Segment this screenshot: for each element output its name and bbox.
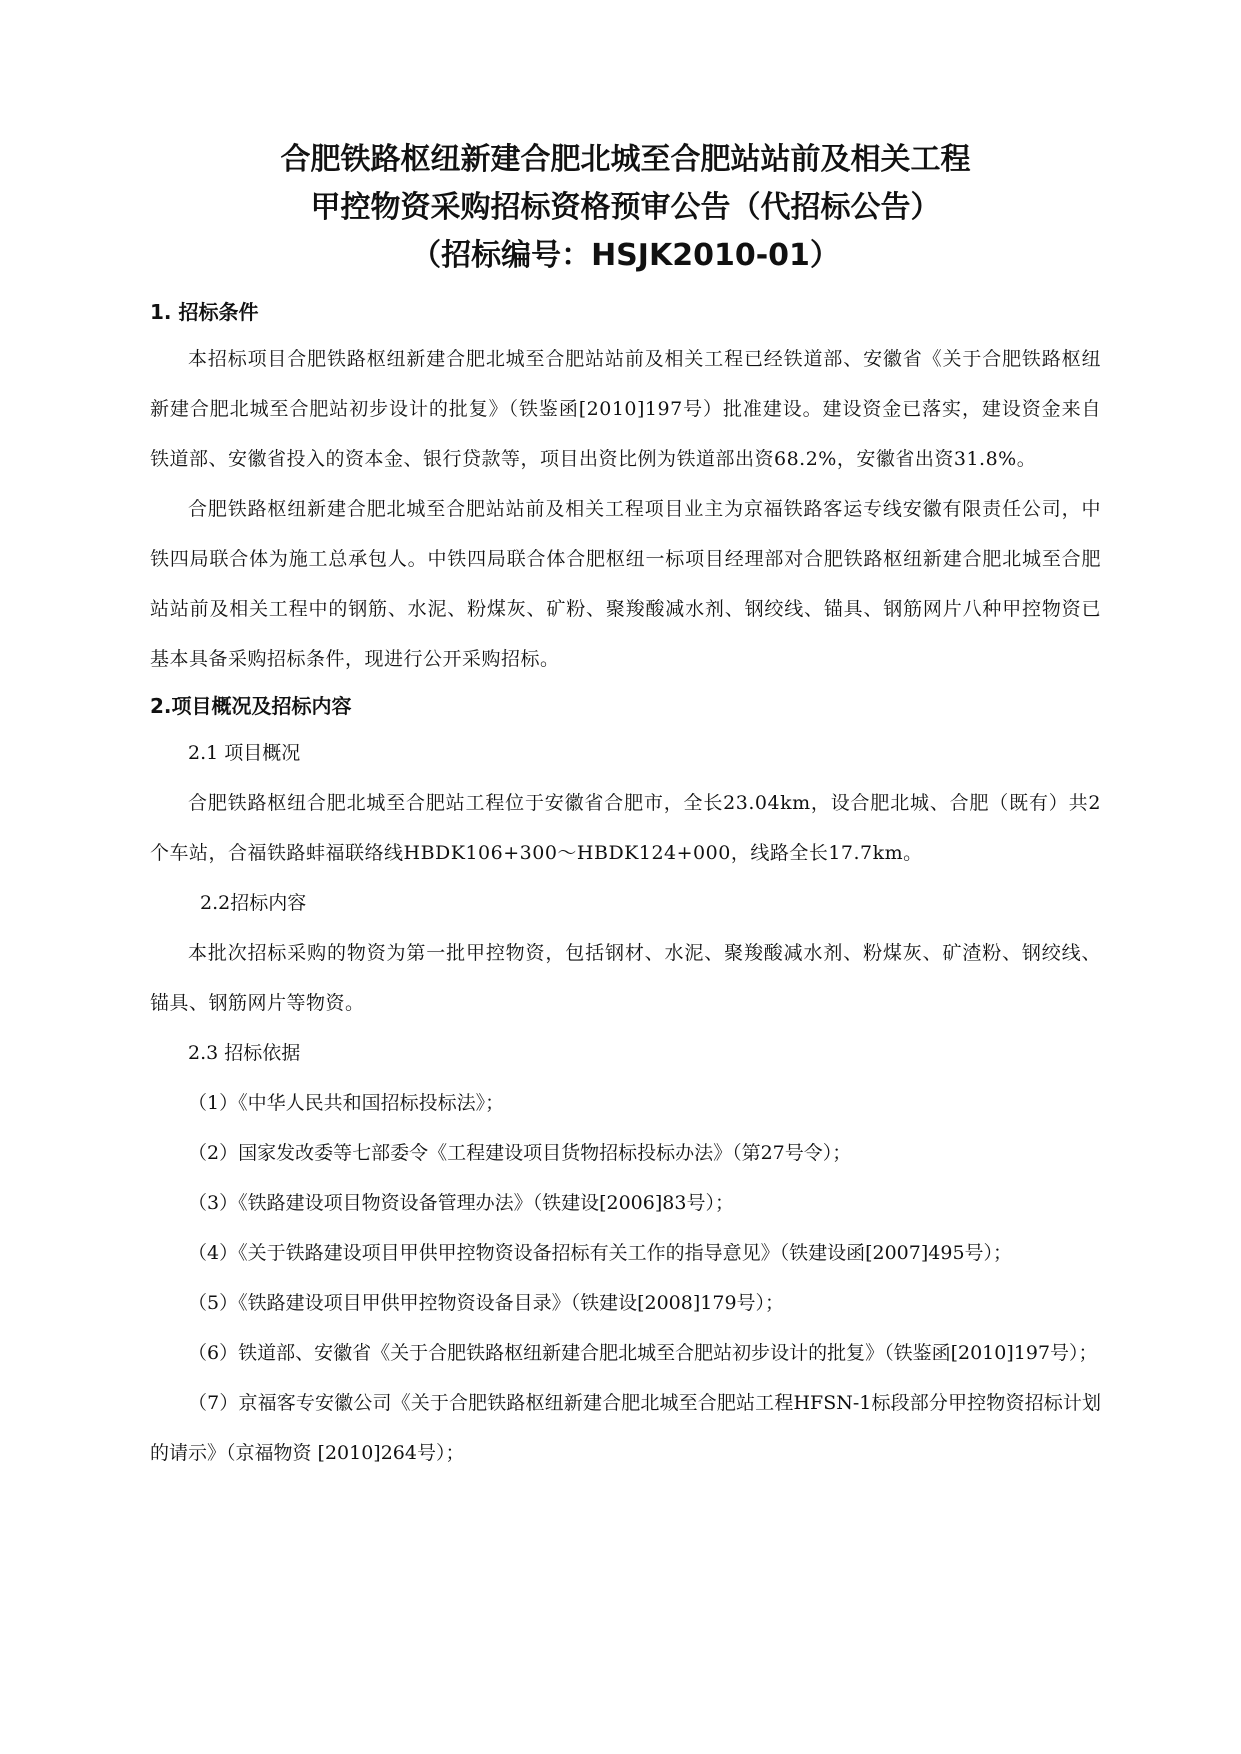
section-tender-conditions bbox=[150, 290, 1101, 684]
subsection-2-1-label: 2.1 项目概况 bbox=[188, 742, 301, 764]
section-project-overview bbox=[150, 684, 1101, 1478]
basis-list bbox=[150, 1078, 1101, 1478]
subsection-2-2-text: 本批次招标采购的物资为第一批甲控物资，包括钢材、水泥、聚羧酸减水剂、粉煤灰、矿渣粉、钢绞线、锚具、钢筋网片等物资。 bbox=[150, 942, 1101, 1014]
section-2-heading: 2.项目概况及招标内容 bbox=[150, 694, 352, 718]
title-line-1: 合肥铁路枢纽新建合肥北城至合肥站站前及相关工程 bbox=[280, 142, 971, 177]
subsection-2-2-label: 2.2招标内容 bbox=[200, 892, 307, 914]
basis-item-1: （1）《中华人民共和国招标投标法》； bbox=[188, 1092, 505, 1114]
section-1-paragraph-2: 合肥铁路枢纽新建合肥北城至合肥站站前及相关工程项目业主为京福铁路客运专线安徽有限责任公司，中铁四局联合体为施工总承包人。中铁四局联合体合肥枢纽一标项目经理部对合肥铁路枢纽新建合肥北城至合肥站站前及相关工程中的钢筋、水泥、粉煤灰、矿粉、聚羧酸减水剂、钢绞线、锚具、钢筋网片八种甲控物资已基本具备采购招标条件，现进行公开采购招标。 bbox=[150, 498, 1101, 670]
section-1-paragraph-1: 本招标项目合肥铁路枢纽新建合肥北城至合肥站站前及相关工程已经铁道部、安徽省《关于合肥铁路枢纽新建合肥北城至合肥站初步设计的批复》（铁鉴函[2010]197号）批准建设。建设资金已落实，建设资金来自铁道部、安徽省投入的资本金、银行贷款等，项目出资比例为铁道部出资68.2%，安徽省出资31.8%。 bbox=[150, 348, 1101, 470]
title-line-3: （招标编号：HSJK2010-01） bbox=[411, 238, 840, 273]
title-line-2: 甲控物资采购招标资格预审公告（代招标公告） bbox=[310, 190, 941, 225]
basis-item-3: （3）《铁路建设项目物资设备管理办法》（铁建设[2006]83号）； bbox=[188, 1192, 734, 1214]
basis-item-4: （4）《关于铁路建设项目甲供甲控物资设备招标有关工作的指导意见》（铁建设函[2007]495号）； bbox=[188, 1242, 1013, 1264]
basis-item-2: （2）国家发改委等七部委令《工程建设项目货物招标投标办法》（第27号令）； bbox=[188, 1142, 852, 1164]
basis-item-7: （7）京福客专安徽公司《关于合肥铁路枢纽新建合肥北城至合肥站工程HFSN-1标段部分甲控物资招标计划的请示》（京福物资 [2010]264号）； bbox=[150, 1392, 1101, 1464]
subsection-2-1-text: 合肥铁路枢纽合肥北城至合肥站工程位于安徽省合肥市，全长23.04km，设合肥北城、合肥（既有）共2个车站，合福铁路蚌福联络线HBDK106+300～HBDK124+000，线路全长17.7km。 bbox=[150, 792, 1101, 864]
document-title bbox=[150, 136, 1101, 280]
section-1-heading: 1. 招标条件 bbox=[150, 300, 259, 324]
basis-item-5: （5）《铁路建设项目甲供甲控物资设备目录》（铁建设[2008]179号）； bbox=[188, 1292, 785, 1314]
subsection-2-3-label: 2.3 招标依据 bbox=[188, 1042, 301, 1064]
basis-item-6: （6）铁道部、安徽省《关于合肥铁路枢纽新建合肥北城至合肥站初步设计的批复》（铁鉴函[2010]197号）； bbox=[188, 1342, 1098, 1364]
